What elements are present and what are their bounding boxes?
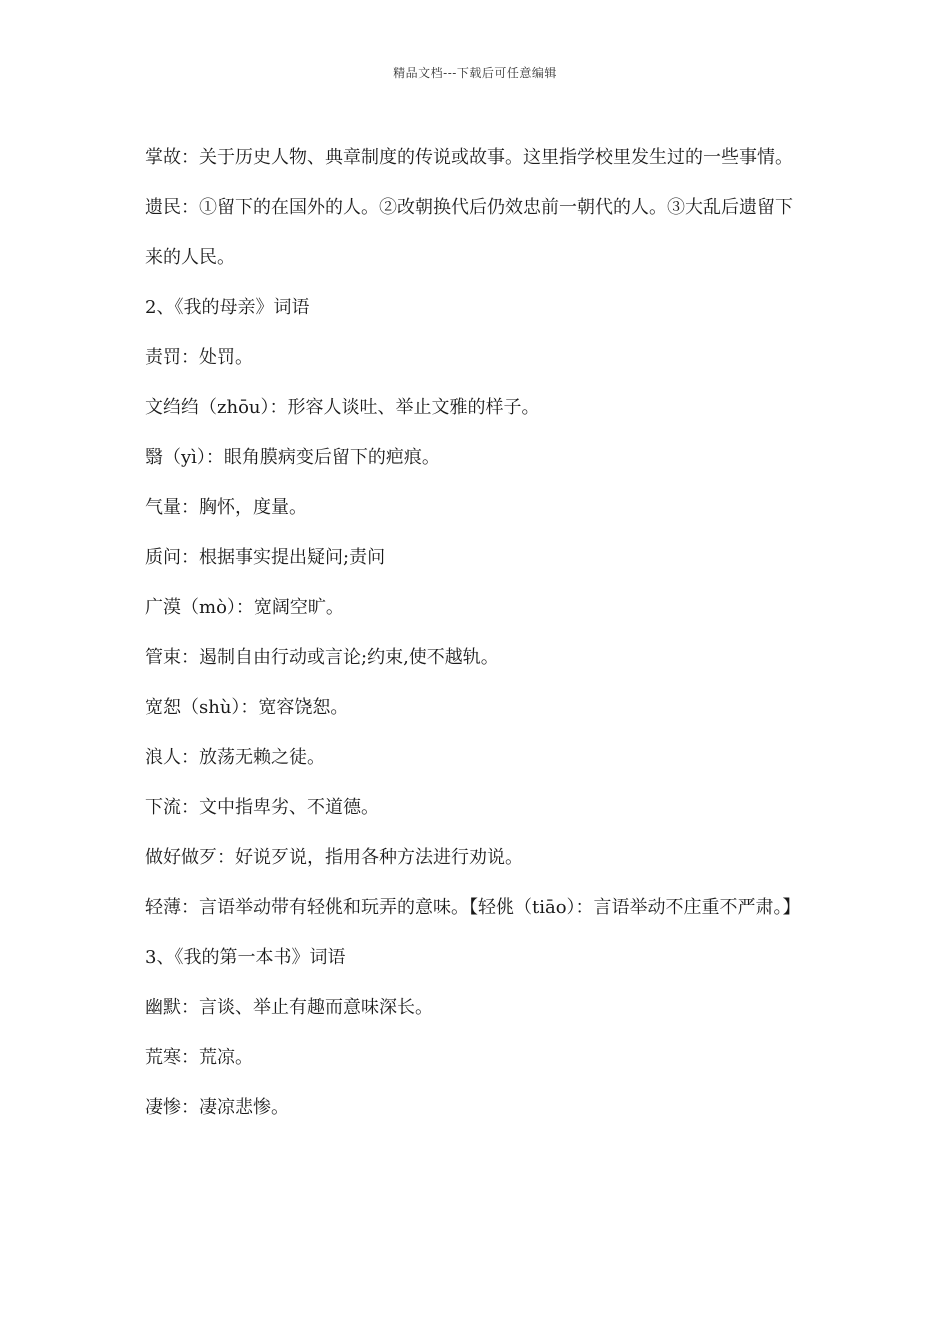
entry-yi: 翳（yì）：眼角膜病变后留下的疤痕。 [145, 447, 440, 468]
entry-guangmo: 广漠（mò）：宽阔空旷。 [145, 597, 344, 618]
document-body [145, 133, 805, 1133]
entry-wenzhouzhou: 文绉绉（zhōu）：形容人谈吐、举止文雅的样子。 [145, 397, 540, 418]
section-heading-my-mother: 2、《我的母亲》词语 [145, 297, 310, 318]
entry-zefa: 责罚：处罚。 [145, 347, 253, 368]
entry-qiliang: 气量：胸怀，度量。 [145, 497, 307, 518]
entry-qican: 凄惨：凄凉悲惨。 [145, 1097, 289, 1118]
entry-zhiwen: 质问：根据事实提出疑问;责问 [145, 547, 386, 568]
entry-zhanggu: 掌故：关于历史人物、典章制度的传说或故事。这里指学校里发生过的一些事情。 [145, 147, 793, 168]
entry-guanshu: 管束：遏制自由行动或言论;约束,使不越轨。 [145, 647, 499, 668]
entry-qingbo: 轻薄：言语举动带有轻佻和玩弄的意味。【轻佻（tiāo）：言语举动不庄重不严肃。】 [145, 897, 801, 918]
section-heading-my-first-book: 3、《我的第一本书》词语 [145, 947, 346, 968]
entry-zuohaozuodai: 做好做歹：好说歹说，指用各种方法进行劝说。 [145, 847, 523, 868]
page-header: 精品文档---下载后可任意编辑 [393, 66, 557, 80]
entry-huanghan: 荒寒：荒凉。 [145, 1047, 253, 1068]
entry-yimin: 遗民：①留下的在国外的人。②改朝换代后仍效忠前一朝代的人。③大乱后遗留下来的人民。 [145, 197, 793, 268]
entry-xialiu: 下流：文中指卑劣、不道德。 [145, 797, 379, 818]
entry-youmo: 幽默：言谈、举止有趣而意味深长。 [145, 997, 433, 1018]
entry-langren: 浪人：放荡无赖之徒。 [145, 747, 325, 768]
entry-kuanshu: 宽恕（shù）：宽容饶恕。 [145, 697, 349, 718]
